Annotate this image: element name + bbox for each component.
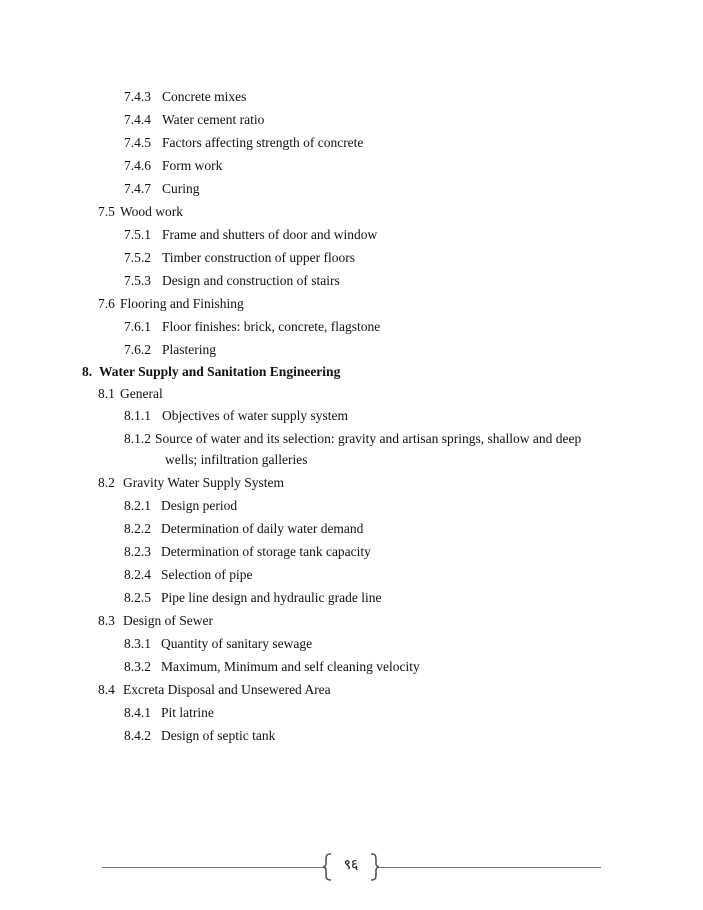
toc-entry xyxy=(124,319,380,335)
page-number-frame xyxy=(322,852,380,882)
entry-number: 7.4.4 xyxy=(124,112,151,127)
entry-number: 8.4.1 xyxy=(124,705,151,720)
entry-title: Factors affecting strength of concrete xyxy=(162,135,364,150)
toc-entry xyxy=(124,521,363,537)
entry-number: 8.4.2 xyxy=(124,728,151,743)
entry-title: Quantity of sanitary sewage xyxy=(161,636,313,651)
toc-entry xyxy=(124,636,312,652)
entry-title: Determination of daily water demand xyxy=(161,521,364,536)
toc-entry xyxy=(124,498,237,514)
section-number: 8. xyxy=(82,364,93,379)
entry-number: 7.6.2 xyxy=(124,342,151,357)
toc-entry-continuation xyxy=(165,452,307,468)
toc-subsection xyxy=(98,204,183,220)
entry-number: 7.4.7 xyxy=(124,181,151,196)
entry-title: Pipe line design and hydraulic grade line xyxy=(161,590,382,605)
entry-number: 8.2.2 xyxy=(124,521,151,536)
entry-title: Design of septic tank xyxy=(161,728,276,743)
page-number: ९६ xyxy=(343,858,359,873)
toc-entry xyxy=(124,181,200,197)
entry-number: 8.1.2 xyxy=(124,431,151,446)
entry-title: Design period xyxy=(161,498,238,513)
entry-title: Maximum, Minimum and self cleaning velocity xyxy=(161,659,420,674)
toc-subsection xyxy=(98,296,244,312)
toc-entry xyxy=(124,431,581,447)
entry-number: 8.1 xyxy=(98,386,115,401)
toc-entry xyxy=(124,227,377,243)
entry-number: 8.2.3 xyxy=(124,544,151,559)
footer-rule-right xyxy=(377,867,601,868)
entry-number: 8.2 xyxy=(98,475,115,490)
entry-title: Flooring and Finishing xyxy=(120,296,244,311)
entry-number: 8.2.4 xyxy=(124,567,151,582)
section-title: Water Supply and Sanitation Engineering xyxy=(99,364,341,379)
entry-title: Timber construction of upper floors xyxy=(162,250,355,265)
entry-title: Determination of storage tank capacity xyxy=(161,544,371,559)
toc-subsection xyxy=(98,613,213,629)
entry-title: Curing xyxy=(162,181,200,196)
entry-title: Design of Sewer xyxy=(123,613,213,628)
toc-entry xyxy=(124,567,252,583)
entry-title: Objectives of water supply system xyxy=(162,408,348,423)
entry-number: 7.6.1 xyxy=(124,319,151,334)
entry-title: Pit latrine xyxy=(161,705,214,720)
footer-rule-left xyxy=(102,867,326,868)
toc-entry xyxy=(124,112,264,128)
entry-number: 8.3.1 xyxy=(124,636,151,651)
toc-entry xyxy=(124,728,275,744)
toc-entry xyxy=(124,135,363,151)
toc-section-heading xyxy=(82,364,340,380)
entry-number: 8.2.1 xyxy=(124,498,151,513)
entry-number: 8.2.5 xyxy=(124,590,151,605)
entry-title: Selection of pipe xyxy=(161,567,253,582)
entry-number: 7.5.2 xyxy=(124,250,151,265)
entry-title: Water cement ratio xyxy=(162,112,265,127)
entry-number: 8.4 xyxy=(98,682,115,697)
entry-title: Form work xyxy=(162,158,223,173)
toc-subsection xyxy=(98,475,284,491)
entry-title: Frame and shutters of door and window xyxy=(162,227,378,242)
toc-entry xyxy=(124,342,216,358)
toc-entry xyxy=(124,158,222,174)
entry-title: Concrete mixes xyxy=(162,89,247,104)
entry-number: 7.4.6 xyxy=(124,158,151,173)
toc-entry xyxy=(124,89,246,105)
entry-title: Plastering xyxy=(162,342,216,357)
toc-subsection xyxy=(98,386,163,402)
entry-number: 7.5 xyxy=(98,204,115,219)
entry-number: 8.1.1 xyxy=(124,408,151,423)
entry-number: 7.4.3 xyxy=(124,89,151,104)
toc-entry xyxy=(124,590,381,606)
toc-entry xyxy=(124,544,371,560)
entry-number: 7.4.5 xyxy=(124,135,151,150)
entry-number: 7.6 xyxy=(98,296,115,311)
entry-title: Excreta Disposal and Unsewered Area xyxy=(123,682,331,697)
entry-title: Source of water and its selection: gravity and artisan springs, shallow and deep xyxy=(155,431,582,446)
toc-entry xyxy=(124,659,420,675)
toc-entry xyxy=(124,250,355,266)
entry-title: Design and construction of stairs xyxy=(162,273,340,288)
toc-subsection xyxy=(98,682,331,698)
entry-title: Gravity Water Supply System xyxy=(123,475,285,490)
entry-number: 7.5.1 xyxy=(124,227,151,242)
toc-entry xyxy=(124,273,340,289)
entry-title: Floor finishes: brick, concrete, flagstone xyxy=(162,319,381,334)
entry-title: Wood work xyxy=(120,204,184,219)
entry-number: 8.3 xyxy=(98,613,115,628)
entry-number: 7.5.3 xyxy=(124,273,151,288)
entry-title: General xyxy=(120,386,163,401)
toc-entry xyxy=(124,408,348,424)
entry-number: 8.3.2 xyxy=(124,659,151,674)
entry-title: wells; infiltration galleries xyxy=(165,452,308,467)
toc-entry xyxy=(124,705,214,721)
